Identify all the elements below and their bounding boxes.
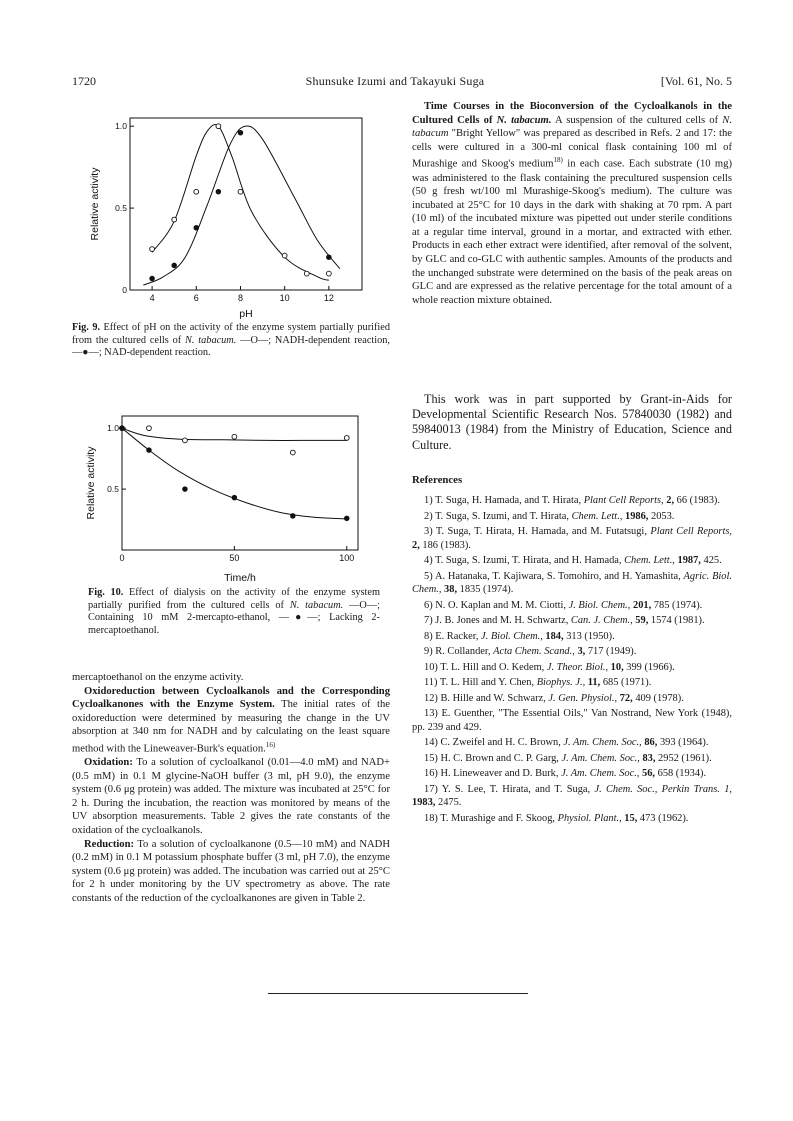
fig9-caption bbox=[72, 322, 390, 360]
x-tick-label: 4 bbox=[149, 293, 155, 303]
reference-volume: 10, bbox=[610, 661, 624, 673]
reference-authors: N. O. Kaplan and M. M. Ciotti, bbox=[435, 599, 567, 611]
fig9-legend-filled-symbol: —●—; bbox=[72, 347, 102, 359]
reference-pages: 66 (1983). bbox=[676, 495, 720, 506]
time-courses-paragraph bbox=[412, 100, 732, 307]
data-point-filled bbox=[216, 189, 221, 194]
data-point-filled bbox=[327, 255, 332, 260]
reference-authors: T. L. Hill and O. Kedem, bbox=[440, 661, 545, 673]
reference-journal: J. Biol. Chem., bbox=[568, 599, 631, 611]
data-point-open bbox=[172, 217, 177, 222]
data-point-open bbox=[304, 271, 309, 276]
running-authors: Shunsuke Izumi and Takayuki Suga bbox=[305, 74, 485, 88]
reference-pages: 1574 (1981). bbox=[650, 615, 705, 626]
time-courses-heading: Time Courses in the Bioconversion of the Cycloalkanols in the Cultured Cells of N. tabacum. bbox=[412, 101, 732, 126]
reference-pages: 2952 (1961). bbox=[658, 752, 712, 764]
oxidation-body: To a solution of cycloalkanol (0.01—4.0 mM) and NAD+ (0.5 mM) in 0.1 M glycine-NaOH buffer (3 ml, pH 9.0), the enzyme system (0.6 μg protein) was added. The mixture was incubated at 25°C for 2 h. During the incubation, the reaction was monitored by means of the UV absorption measurements. Table 2 gives the rate constants of the oxidation of the cycloalkanols. bbox=[72, 757, 390, 837]
reference-journal: Agric. Biol. Chem., bbox=[412, 570, 732, 595]
reference-item bbox=[412, 630, 732, 644]
reference-authors: J. B. Jones and M. H. Schwartz, bbox=[435, 615, 569, 626]
reference-number: 12) bbox=[424, 692, 438, 704]
reference-pages: 717 (1949). bbox=[587, 646, 637, 657]
reference-item bbox=[412, 494, 732, 508]
oxidation-heading: Oxidation: bbox=[84, 757, 133, 769]
time-courses-body-1: A suspension of the cultured cells of bbox=[554, 114, 719, 126]
reference-journal: Plant Cell Reports, bbox=[650, 526, 732, 537]
y-tick-label: 1.0 bbox=[107, 423, 119, 434]
reference-journal: J. Theor. Biol., bbox=[546, 661, 609, 673]
reference-number: 9) bbox=[424, 646, 433, 657]
reduction-paragraph bbox=[72, 838, 390, 906]
reference-volume: 2, bbox=[666, 495, 675, 506]
time-courses-body-species: N. tabacum bbox=[412, 114, 733, 140]
reference-journal: J. Chem. Soc., Perkin Trans. 1, bbox=[594, 783, 732, 795]
x-tick-label: 8 bbox=[237, 293, 243, 303]
reference-item bbox=[412, 707, 732, 734]
reference-item bbox=[412, 599, 732, 613]
reference-item bbox=[412, 661, 732, 675]
data-point-open bbox=[194, 189, 199, 194]
page-number: 1720 bbox=[72, 74, 96, 88]
reference-item bbox=[412, 570, 732, 597]
reference-item bbox=[412, 692, 732, 706]
fig9-species: N. tabacum. bbox=[185, 334, 237, 346]
reference-number: 10) bbox=[424, 661, 438, 673]
end-rule bbox=[268, 993, 528, 994]
data-point-open bbox=[344, 436, 349, 441]
left-paragraph-1: mercaptoethanol on the enzyme activity. bbox=[72, 672, 244, 683]
acknowledgement-text: This work was in part supported by Grant-in-Aids for Developmental Scientific Research Nos. 57840030 (1982) and 59840013 (1984) from the Ministry of Education, Science and Culture. bbox=[412, 392, 732, 452]
reference-item bbox=[412, 510, 732, 524]
series-line-filled bbox=[122, 428, 347, 519]
reference-journal: Chem. Lett., bbox=[571, 510, 623, 522]
fig10-label: Fig. 10. bbox=[88, 587, 124, 598]
x-tick-label: 0 bbox=[119, 553, 125, 563]
references-heading: References bbox=[412, 474, 463, 486]
plot-frame bbox=[122, 416, 358, 550]
reference-number: 5) bbox=[424, 570, 433, 582]
reference-number: 16) bbox=[424, 768, 438, 779]
reference-authors: H. Lineweaver and D. Burk, bbox=[440, 768, 559, 779]
reference-journal: Can. J. Chem., bbox=[570, 615, 633, 626]
reference-volume: 11, bbox=[587, 677, 601, 688]
references-list bbox=[412, 494, 732, 827]
data-point-filled bbox=[232, 495, 237, 500]
reference-pages: 313 (1950). bbox=[566, 630, 615, 642]
data-point-open bbox=[290, 450, 295, 455]
fig10-legend-filled-symbol: —●—; bbox=[278, 612, 321, 624]
reference-number: 8) bbox=[424, 630, 433, 642]
fig10-species: N. tabacum. bbox=[289, 599, 344, 611]
reference-authors: A. Hatanaka, T. Kajiwara, S. Tomohiro, and H. Yamashita, bbox=[434, 570, 681, 582]
data-point-open bbox=[183, 438, 188, 443]
data-point-open bbox=[216, 124, 221, 129]
reference-item bbox=[412, 645, 732, 659]
reference-journal: J. Am. Chem. Soc., bbox=[561, 752, 640, 764]
reference-number: 13) bbox=[424, 708, 438, 719]
series-line-open bbox=[152, 125, 329, 281]
data-point-open bbox=[232, 434, 237, 439]
data-point-open bbox=[326, 271, 331, 276]
time-courses-body-2: "Bright Yellow" was prepared as described in Refs. 2 and 17: the cells were cultured in a 300-ml conical flask containing 100 ml of Murashige and Skoog's medium bbox=[412, 128, 732, 170]
y-tick-label: 0.5 bbox=[115, 203, 127, 214]
reduction-body: To a solution of cycloalkanone (0.5—10 mM) and NADH (0.2 mM) in 0.1 M potassium phosphate buffer (3 ml, pH 7.0), the enzyme system (0.6 μg protein) was added. The incubation was carried out at 25°C for 2 h under monitoring by the UV spectrometry as above. The rate constants of the reduction of the cycloalkanones are given in Table 2. bbox=[72, 838, 390, 905]
fig10-chart bbox=[80, 408, 370, 584]
x-tick-label: 10 bbox=[279, 293, 290, 303]
x-axis-label: Time/h bbox=[224, 572, 256, 584]
reference-pages: 2053. bbox=[651, 510, 675, 522]
reference-journal: J. Biol. Chem., bbox=[481, 630, 543, 642]
reference-authors: T. L. Hill and Y. Chen, bbox=[439, 677, 535, 688]
reference-authors: R. Collander, bbox=[435, 646, 491, 657]
reference-journal: J. Am. Chem. Soc., bbox=[563, 737, 642, 748]
oxidation-paragraph bbox=[72, 756, 390, 838]
reference-pages: 685 (1971). bbox=[602, 677, 652, 688]
reference-authors: T. Murashige and F. Skoog, bbox=[440, 812, 555, 824]
fig9-legend-filled-text: NAD-dependent reaction. bbox=[104, 347, 211, 359]
data-point-filled bbox=[147, 448, 152, 453]
reference-journal: J. Gen. Physiol., bbox=[548, 692, 618, 704]
data-point-open bbox=[147, 426, 152, 431]
left-column-text bbox=[72, 671, 390, 906]
reference-item bbox=[412, 614, 732, 628]
reference-journal: Physiol. Plant., bbox=[557, 812, 622, 824]
reference-volume: 1986, bbox=[625, 510, 649, 522]
fig9-label: Fig. 9. bbox=[72, 322, 101, 333]
reference-volume: 1987, bbox=[677, 555, 701, 566]
fig9-legend-open-symbol: —O—; bbox=[240, 334, 272, 346]
reference-authors: E. Guenther, "The Essential Oils," Van Nostrand, New York (1948), pp. 239 and 429. bbox=[412, 708, 732, 733]
data-point-open bbox=[238, 189, 243, 194]
reference-number: 6) bbox=[424, 599, 433, 611]
reference-volume: 3, bbox=[577, 646, 586, 657]
reference-number: 7) bbox=[424, 615, 433, 626]
reference-number: 3) bbox=[424, 526, 433, 537]
y-tick-label: 0.5 bbox=[107, 484, 119, 495]
data-point-filled bbox=[183, 487, 188, 492]
reference-authors: E. Racker, bbox=[435, 630, 479, 642]
reference-authors: T. Suga, S. Izumi, and T. Hirata, bbox=[435, 510, 569, 522]
reference-item bbox=[412, 752, 732, 766]
y-tick-label: 0 bbox=[122, 285, 127, 295]
reference-item bbox=[412, 554, 732, 568]
fig10-legend-open-symbol: —O—; bbox=[349, 599, 380, 611]
reference-item bbox=[412, 812, 732, 826]
data-point-open bbox=[150, 247, 155, 252]
reference-volume: 86, bbox=[644, 737, 658, 748]
reference-pages: 1835 (1974). bbox=[459, 584, 514, 595]
reference-volume: 56, bbox=[642, 768, 656, 779]
reference-pages: 409 (1978). bbox=[635, 692, 684, 704]
x-tick-label: 6 bbox=[193, 293, 199, 303]
data-point-filled bbox=[194, 225, 199, 230]
time-courses-ref: 18) bbox=[553, 156, 563, 165]
time-courses-heading-species: N. tabacum. bbox=[496, 114, 552, 126]
fig10-legend-open-text: Containing 10 mM 2-mercapto-ethanol, bbox=[88, 612, 271, 624]
data-point-filled bbox=[120, 426, 125, 431]
reference-authors: T. Suga, H. Hamada, and T. Hirata, bbox=[435, 495, 582, 506]
reduction-heading: Reduction: bbox=[84, 838, 135, 850]
x-axis-label: pH bbox=[239, 308, 253, 320]
data-point-filled bbox=[291, 514, 296, 519]
reference-pages: 658 (1934). bbox=[657, 768, 707, 779]
data-point-filled bbox=[172, 263, 177, 268]
reference-number: 11) bbox=[424, 677, 438, 688]
reference-authors: T. Suga, S. Izumi, T. Hirata, and H. Hamada, bbox=[435, 555, 622, 566]
data-point-open bbox=[282, 253, 287, 258]
fig10-legend-filled-text: Lacking 2-mercaptoethanol. bbox=[88, 612, 380, 636]
reference-pages: 2475. bbox=[438, 797, 462, 808]
x-tick-label: 100 bbox=[339, 553, 355, 563]
reference-volume: 1983, bbox=[412, 797, 436, 808]
oxidoreduction-heading: Oxidoreduction between Cycloalkanols and the Corresponding Cycloalkanones with the Enzyme System. bbox=[72, 685, 390, 711]
series-line-filled bbox=[143, 126, 340, 285]
reference-authors: Y. S. Lee, T. Hirata, and T. Suga, bbox=[441, 783, 591, 795]
y-tick-label: 1.0 bbox=[115, 121, 127, 132]
reference-pages: 785 (1974). bbox=[653, 599, 703, 611]
reference-volume: 15, bbox=[624, 812, 638, 824]
y-axis-label: Relative activity bbox=[85, 446, 97, 520]
reference-number: 15) bbox=[424, 752, 438, 764]
fig10-caption-text: Effect of dialysis on the activity of the enzyme system partially purified from the cultured cells of bbox=[88, 587, 380, 611]
x-tick-label: 12 bbox=[323, 293, 334, 303]
reference-volume: 2, bbox=[412, 539, 420, 551]
reference-journal: J. Am. Chem. Soc., bbox=[561, 768, 640, 779]
reference-journal: Chem. Lett., bbox=[624, 555, 675, 566]
data-point-filled bbox=[238, 130, 243, 135]
reference-number: 14) bbox=[424, 737, 438, 748]
reference-authors: H. C. Brown and C. P. Garg, bbox=[440, 752, 559, 764]
reference-item bbox=[412, 525, 732, 552]
reference-authors: C. Zweifel and H. C. Brown, bbox=[440, 737, 561, 748]
x-tick-label: 50 bbox=[229, 553, 240, 563]
oxidoreduction-body: The initial rates of the oxidoreduction were determined by measuring the change in the UV absorption at 340 nm for NADH and by calculating on the least square method with the Lineweaver-Burk's equation. bbox=[72, 699, 390, 755]
reference-pages: 473 (1962). bbox=[639, 812, 689, 824]
oxidoreduction-ref: 16) bbox=[265, 740, 276, 749]
fig10-caption bbox=[88, 587, 380, 637]
reference-number: 1) bbox=[424, 495, 433, 506]
time-courses-section bbox=[412, 100, 732, 307]
fig9-chart bbox=[82, 110, 378, 320]
reference-item bbox=[412, 783, 732, 810]
reference-item bbox=[412, 767, 732, 781]
reference-journal: Acta Chem. Scand., bbox=[493, 646, 575, 657]
reference-pages: 399 (1966). bbox=[626, 661, 675, 673]
reference-volume: 38, bbox=[444, 584, 458, 595]
journal-volume: [Vol. 61, No. 5 bbox=[660, 74, 732, 88]
plot-frame bbox=[130, 118, 362, 290]
reference-volume: 72, bbox=[619, 692, 633, 704]
reference-authors: B. Hille and W. Schwarz, bbox=[440, 692, 546, 704]
fig9-legend-open-text: NADH-dependent reaction, bbox=[274, 334, 390, 346]
data-point-filled bbox=[150, 276, 155, 281]
reference-volume: 184, bbox=[545, 630, 564, 642]
acknowledgement bbox=[412, 392, 732, 453]
reference-number: 4) bbox=[424, 555, 433, 566]
reference-journal: Plant Cell Reports, bbox=[583, 495, 664, 506]
reference-pages: 393 (1964). bbox=[659, 737, 709, 748]
reference-item bbox=[412, 736, 732, 750]
oxidoreduction-paragraph bbox=[72, 685, 390, 757]
data-point-filled bbox=[344, 516, 349, 521]
reference-volume: 59, bbox=[635, 615, 649, 626]
time-courses-body-3: in each case. Each substrate (10 mg) was administered to the flask containing the precultured suspension cells (50 g fresh wt/100 ml Murashige-Skoog's medium). The culture was incubated at 25°C for 10 days in the dark with shaking at 70 rpm. A part (10 ml) of the incubated mixture was pipetted out under sterile conditions at a regular time interval, ground in a mortar, and extracted with ether. Products in each ether extract were identified, after removal of the solvent, by GLC and co-GLC with authentic samples. Amounts of the products and the unchanged substrate were determined on the basis of the peak areas on GLC and are expressed as the relative percentage for the total amount of a whole reaction mixture obtained. bbox=[412, 158, 732, 306]
reference-journal: Biophys. J., bbox=[536, 677, 586, 688]
fig9-caption-text: Effect of pH on the activity of the enzyme system partially purified from the cultured cells of bbox=[72, 322, 390, 346]
reference-number: 2) bbox=[424, 510, 433, 522]
reference-number: 18) bbox=[424, 812, 438, 824]
reference-volume: 83, bbox=[642, 752, 656, 764]
y-axis-label: Relative activity bbox=[89, 167, 101, 241]
reference-authors: T. Suga, T. Hirata, H. Hamada, and M. Futatsugi, bbox=[435, 526, 647, 537]
reference-pages: 425. bbox=[703, 555, 722, 566]
reference-volume: 201, bbox=[633, 599, 652, 611]
reference-number: 17) bbox=[424, 783, 438, 795]
reference-pages: 186 (1983). bbox=[422, 539, 471, 551]
reference-item bbox=[412, 676, 732, 690]
